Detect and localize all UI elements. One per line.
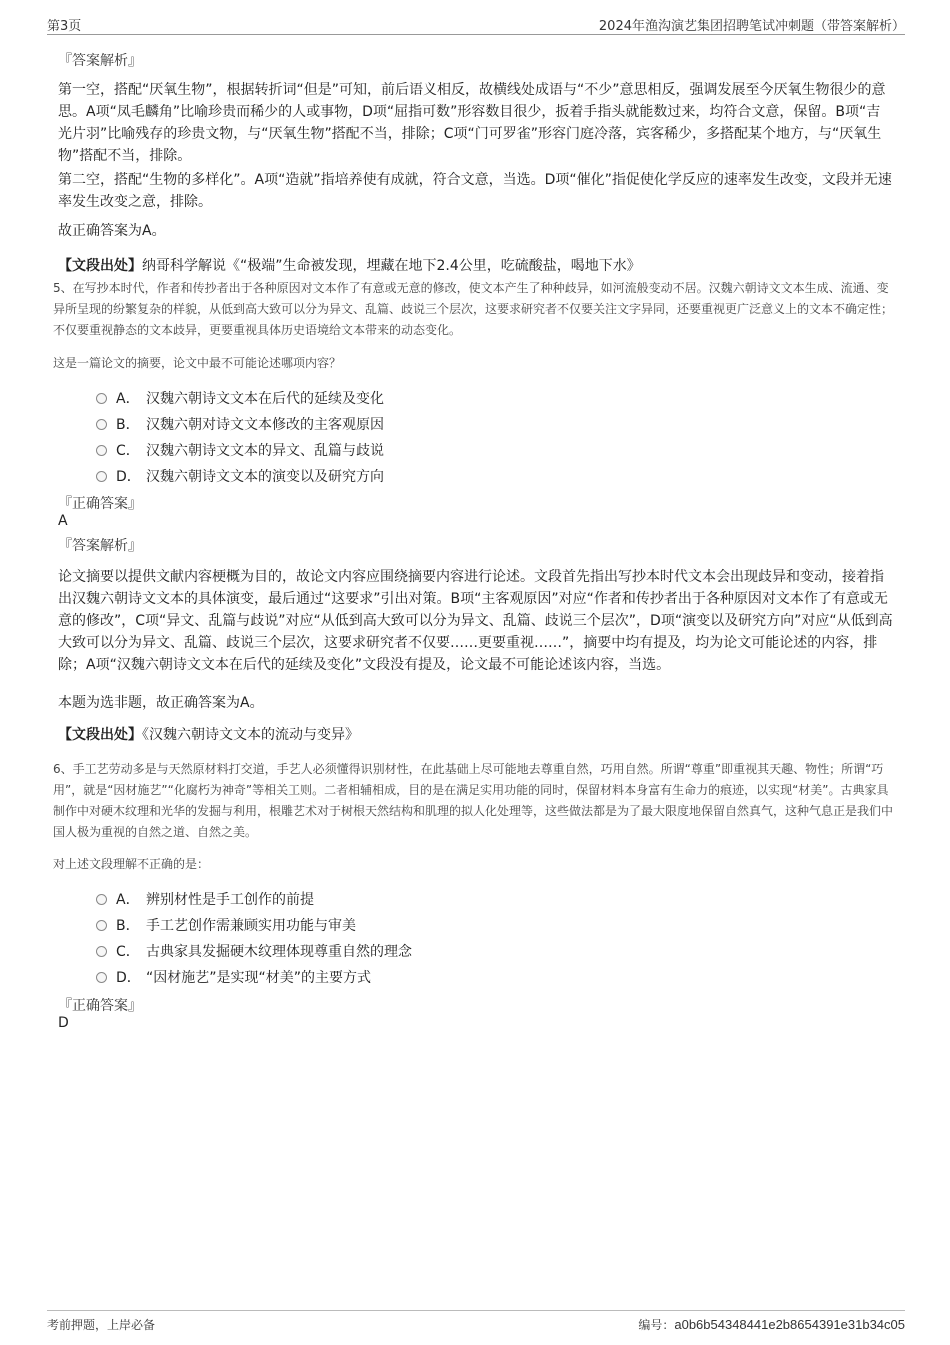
option-text: 手工艺创作需兼顾实用功能与审美 — [146, 918, 356, 934]
option-key: B． — [116, 417, 140, 433]
q6-correct-answer: D — [58, 1015, 69, 1031]
radio-icon[interactable] — [96, 946, 107, 957]
footer-slogan: 考前押题，上岸必备 — [47, 1318, 156, 1332]
q6-prompt: 对上述文段理解不正确的是： — [53, 857, 210, 871]
q6-correct-label: 『正确答案』 — [58, 998, 142, 1014]
q6-option-b[interactable] — [96, 915, 356, 935]
q5-option-d[interactable] — [96, 466, 384, 486]
q6-option-d[interactable] — [96, 967, 371, 987]
q5-correct-answer: A — [58, 513, 68, 529]
q4-analysis-para-2: 第二空，搭配“生物的多样化”。A项“造就”指培养使有成就，符合文意，当选。D项“催化”指促使化学反应的速率发生改变，文段并无速率发生改变之意，排除。 — [58, 172, 892, 210]
option-text: 古典家具发掘硬木纹理体现尊重自然的理念 — [146, 944, 412, 960]
q4-conclusion: 故正确答案为A。 — [58, 223, 166, 239]
option-key: B． — [116, 918, 140, 934]
q6-option-c[interactable] — [96, 941, 412, 961]
radio-icon[interactable] — [96, 972, 107, 983]
q6-question-text: 6、手工艺劳动多是与天然原材料打交道，手艺人必须懂得识别材性，在此基础上尽可能地去尊重自然，巧用自然。所谓“尊重”即重视其天趣、物性；所谓“巧用”，就是“因材施艺”“化腐朽为神奇”等相关工则。二者相辅相成，目的是在满足实用功能的同时，保留材料本身富有生命力的痕迹，以实现“材美”。古典家具制作中对硬木纹理和光华的发掘与利用，根雕艺术对于树根天然结构和肌理的拟人化处理等，这些做法都是为了最大限度地保留自然真气，这种气息正是我们中国人极为重视的自然之道、自然之美。 — [53, 762, 894, 839]
serial-number: a0b6b54348441e2b8654391e31b34c05 — [674, 1317, 905, 1332]
option-key: C． — [116, 443, 140, 459]
q5-option-b[interactable] — [96, 414, 384, 434]
radio-icon[interactable] — [96, 393, 107, 404]
option-text: 汉魏六朝诗文文本的异文、乱篇与歧说 — [146, 443, 384, 459]
q5-question-text: 5、在写抄本时代，作者和传抄者出于各种原因对文本作了有意或无意的修改，使文本产生了种种歧异，如河流般变动不居。汉魏六朝诗文文本生成、流通、变异所呈现的纷繁复杂的样貌，从低到高大致可以分为异文、乱篇、歧说三个层次，这要求研究者不仅要关注文字异同，还要重视更广泛意义上的文本不确定性；不仅要重视静态的文本歧异，更要重视具体历史语境给文本带来的动态变化。 — [53, 281, 894, 337]
q5-analysis: 论文摘要以提供文献内容梗概为目的，故论文内容应围绕摘要内容进行论述。文段首先指出写抄本时代文本会出现歧异和变动，接着指出汉魏六朝诗文文本的具体演变，最后通过“这要求”引出对策。B项“主客观原因”对应“作者和传抄者出于各种原因对文本作了有意或无意的修改”，C项“异文、乱篇与歧说”对应“从低到高大致可以分为异文、乱篇、歧说三个层次”，D项“演变以及研究方向”对应“从低到高大致可以分为异文、乱篇、歧说三个层次，这要求研究者不仅要……更要重视……”，摘要中均有提及，均为论文可能论述的内容，排除；A项“汉魏六朝诗文文本在后代的延续及变化”文段没有提及，论文最不可能论述该内容，当选。 — [58, 569, 893, 673]
q4-analysis-para-1: 第一空，搭配“厌氧生物”，根据转折词“但是”可知，前后语义相反，故横线处成语与“不少”意思相反，强调发展至今厌氧生物很少的意思。A项“凤毛麟角”比喻珍贵而稀少的人或事物，D项“屈指可数”形容数目很少，扳着手指头就能数过来，均符合文意，保留。B项“吉光片羽”比喻残存的珍贵文物，与“厌氧生物”搭配不当，排除；C项“门可罗雀”形容门庭冷落，宾客稀少，多搭配某个地方，与“厌氧生物”搭配不当，排除。 — [58, 82, 886, 164]
option-key: C． — [116, 944, 140, 960]
q5-correct-label: 『正确答案』 — [58, 496, 142, 512]
serial-label: 编号： — [638, 1318, 675, 1332]
radio-icon[interactable] — [96, 419, 107, 430]
option-key: D． — [116, 970, 141, 986]
option-key: A． — [116, 391, 140, 407]
radio-icon[interactable] — [96, 471, 107, 482]
radio-icon[interactable] — [96, 445, 107, 456]
radio-icon[interactable] — [96, 920, 107, 931]
document-title: 2024年渔沟演艺集团招聘笔试冲刺题（带答案解析） — [598, 19, 905, 34]
q5-source-text: 《汉魏六朝诗文文本的流动与变异》 — [142, 727, 359, 743]
q5-option-a[interactable] — [96, 388, 384, 408]
q5-prompt: 这是一篇论文的摘要，论文中最不可能论述哪项内容？ — [53, 356, 342, 370]
q5-source-label: 【文段出处】 — [58, 727, 142, 743]
q4-analysis-label: 『答案解析』 — [58, 53, 142, 69]
q6-option-a[interactable] — [96, 889, 314, 909]
option-key: D． — [116, 469, 141, 485]
option-text: “因材施艺”是实现“材美”的主要方式 — [146, 970, 372, 986]
option-key: A． — [116, 892, 140, 908]
q4-source — [58, 255, 641, 275]
q5-analysis-label: 『答案解析』 — [58, 538, 142, 554]
q4-source-label: 【文段出处】 — [58, 258, 142, 274]
q5-source — [58, 724, 359, 744]
page-header — [47, 14, 905, 35]
footer-serial — [638, 1316, 905, 1333]
option-text: 汉魏六朝对诗文文本修改的主客观原因 — [146, 417, 384, 433]
radio-icon[interactable] — [96, 894, 107, 905]
q4-source-text: 纳哥科学解说《“极端”生命被发现，埋藏在地下2.4公里，吃硫酸盐，喝地下水》 — [142, 258, 641, 274]
q5-conclusion: 本题为选非题，故正确答案为A。 — [58, 695, 264, 711]
q5-option-c[interactable] — [96, 440, 384, 460]
option-text: 汉魏六朝诗文文本在后代的延续及变化 — [146, 391, 384, 407]
page-footer — [47, 1310, 905, 1335]
option-text: 辨别材性是手工创作的前提 — [146, 892, 314, 908]
page-number: 第3页 — [47, 19, 82, 34]
option-text: 汉魏六朝诗文文本的演变以及研究方向 — [146, 469, 384, 485]
